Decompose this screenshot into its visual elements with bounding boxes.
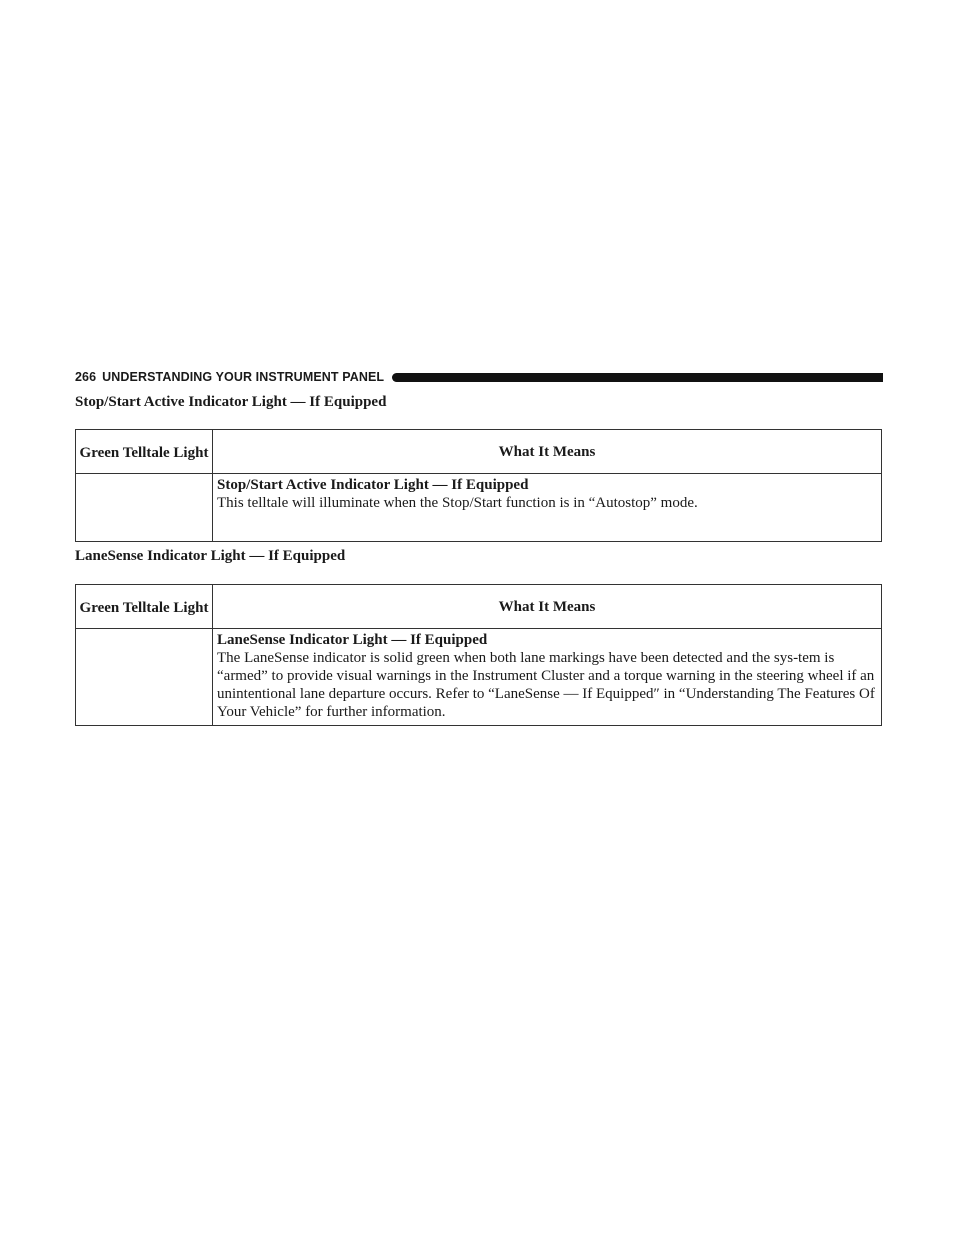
entry-title: LaneSense Indicator Light — If Equipped <box>217 632 488 648</box>
telltale-icon-cell <box>76 474 213 542</box>
column-header-meaning: What It Means <box>213 585 882 629</box>
table-row <box>76 629 882 726</box>
entry-body: This telltale will illuminate when the Stop/Start function is in “Autostop” mode. <box>217 495 698 511</box>
meaning-cell <box>213 629 882 726</box>
entry-body: The LaneSense indicator is solid green when both lane markings have been detected and the sys-tem is “armed” to provide visual warnings in the Instrument Cluster and a torque warning in the steering wheel if an unintentional lane departure occurs. Refer to “LaneSense — If Equipped″ in “Understanding The Features Of Your Vehicle” for further information. <box>217 650 875 720</box>
column-header-meaning: What It Means <box>213 430 882 474</box>
entry-title: Stop/Start Active Indicator Light — If Equipped <box>217 477 529 493</box>
section-title-lanesense: LaneSense Indicator Light — If Equipped <box>75 548 346 564</box>
section-title-stop-start: Stop/Start Active Indicator Light — If Equipped <box>75 394 387 410</box>
table-header-row <box>76 585 882 629</box>
column-header-telltale: Green Telltale Light <box>76 585 213 629</box>
telltale-icon-cell <box>76 629 213 726</box>
page-number: 266 <box>75 370 97 384</box>
table-header-row <box>76 430 882 474</box>
lanesense-table <box>75 584 882 726</box>
section-name: UNDERSTANDING YOUR INSTRUMENT PANEL <box>102 370 385 384</box>
page-header <box>75 368 883 386</box>
stop-start-table <box>75 429 882 542</box>
column-header-telltale: Green Telltale Light <box>76 430 213 474</box>
meaning-cell <box>213 474 882 542</box>
header-rule <box>392 373 883 382</box>
table-row <box>76 474 882 542</box>
